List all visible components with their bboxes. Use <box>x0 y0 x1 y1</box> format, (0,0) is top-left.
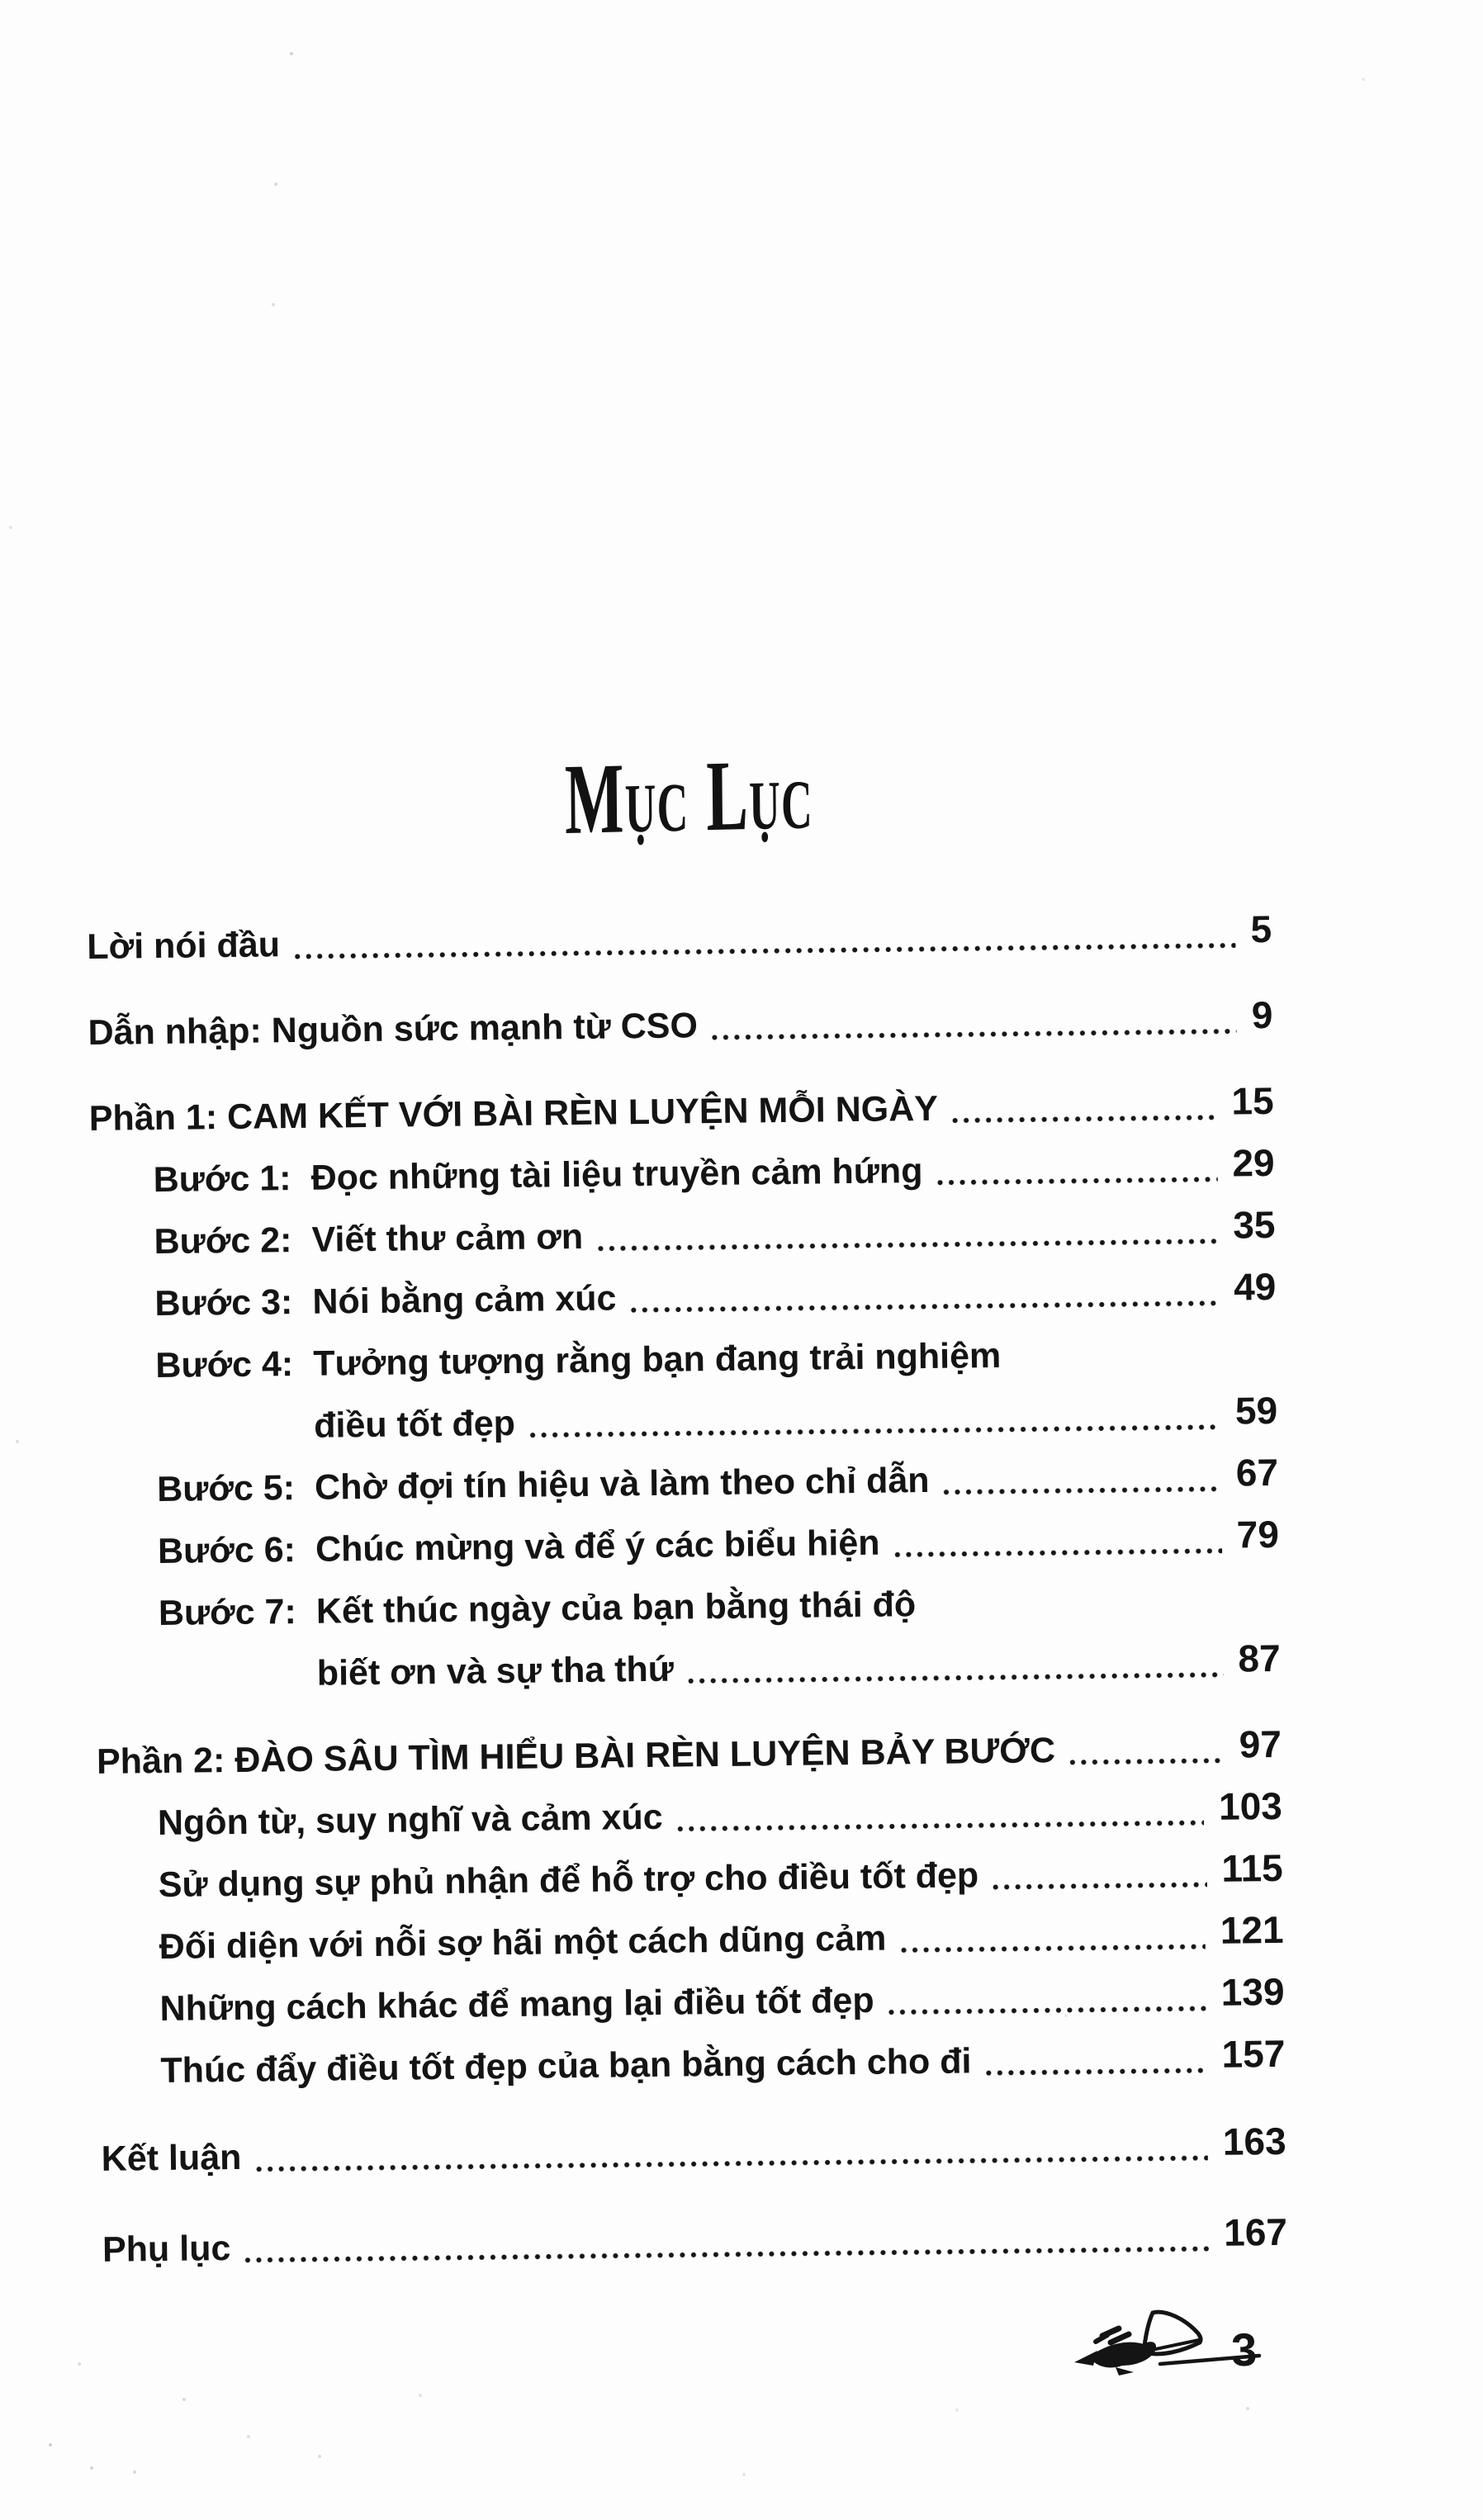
toc-entry-title: Lời nói đầu <box>87 925 281 967</box>
table-of-contents <box>87 909 1287 2274</box>
corner-ornament <box>1068 2308 1274 2399</box>
toc-page-number: 9 <box>1251 992 1273 1037</box>
toc-row <box>101 2121 1286 2183</box>
toc-step-label: Bước 3: <box>154 1282 293 1324</box>
toc-row <box>88 1078 1274 1143</box>
toc-row <box>95 1576 1281 1638</box>
title-word: MỤC <box>564 742 689 856</box>
toc-row <box>97 1845 1283 1910</box>
dot-leader <box>628 1267 1219 1322</box>
toc-step-label: Bước 2: <box>154 1220 292 1262</box>
toc-entry-title: Chúc mừng và để ý các biểu hiện <box>315 1523 880 1570</box>
toc-row <box>95 1638 1281 1700</box>
dot-leader <box>709 995 1238 1049</box>
toc-page-number: 103 <box>1218 1783 1283 1828</box>
toc-entry-title: Tưởng tượng rằng bạn đang trải nghiệm <box>313 1335 1002 1384</box>
toc-page-number: 29 <box>1232 1140 1275 1185</box>
toc-entry-title: biết ơn và sự tha thứ <box>316 1649 675 1693</box>
toc-entry-title: Chờ đợi tín hiệu và làm theo chỉ dẫn <box>314 1460 930 1508</box>
folio-page-number: 3 <box>1230 2323 1258 2376</box>
dot-leader <box>527 1391 1221 1447</box>
toc-page-number: 87 <box>1238 1636 1281 1680</box>
toc-page-number: 15 <box>1231 1078 1274 1123</box>
toc-entry-title: Kết thúc ngày của bạn bằng thái độ <box>315 1584 917 1632</box>
dot-leader <box>242 2213 1210 2272</box>
toc-page-number: 97 <box>1239 1722 1282 1766</box>
dot-leader <box>983 2034 1207 2085</box>
toc-entry-title: Phụ lục <box>102 2229 231 2270</box>
toc-page-number: 5 <box>1250 907 1272 951</box>
dot-leader <box>891 1515 1222 1567</box>
toc-row <box>97 1724 1282 1786</box>
toc-page-number: 35 <box>1232 1202 1276 1247</box>
toc-row <box>93 1452 1279 1514</box>
toc-page-number: 139 <box>1220 1969 1285 2014</box>
title-word: LỤC <box>705 740 814 853</box>
dot-leader <box>950 1082 1217 1133</box>
toc-entry-title: Kết luận <box>101 2137 242 2179</box>
toc-entry-title: Viết thư cảm ơn <box>311 1216 584 1260</box>
toc-entry-title: Những cách khác để mang lại điều tốt đẹp <box>159 1980 874 2030</box>
toc-page-number: 67 <box>1235 1450 1279 1494</box>
dot-leader <box>291 909 1236 969</box>
toc-step-label: Bước 5: <box>156 1468 296 1510</box>
toc-row <box>90 1202 1276 1267</box>
toc-page-number: 49 <box>1233 1264 1277 1309</box>
scan-speckles <box>0 0 2 2</box>
toc-row <box>100 2031 1286 2096</box>
toc-step-label: Bước 7: <box>158 1592 297 1634</box>
toc-step-label: Bước 4: <box>155 1344 294 1386</box>
toc-entry-title: Ngôn từ, suy nghĩ và cảm xúc <box>157 1797 663 1844</box>
toc-row <box>99 1969 1285 2034</box>
toc-entry-title: Thúc đẩy điều tốt đẹp của bạn bằng cách cho đi <box>160 2041 972 2091</box>
toc-entry-title: Đối diện với nỗi sợ hãi một cách dũng cảm <box>159 1918 887 1968</box>
toc-entry-title: Sử dụng sự phủ nhận để hỗ trợ cho điều tốt đẹp <box>158 1855 979 1906</box>
toc-row <box>94 1514 1280 1576</box>
toc-step-label: Bước 6: <box>157 1530 296 1572</box>
dot-leader <box>934 1144 1218 1195</box>
toc-row <box>98 1907 1284 1972</box>
dot-leader <box>898 1911 1206 1962</box>
toc-page-number: 163 <box>1222 2119 1286 2163</box>
toc-row <box>97 1783 1283 1848</box>
dot-leader <box>990 1849 1207 1899</box>
toc-entry-title: Phần 2: ĐÀO SÂU TÌM HIỂU BÀI RÈN LUYỆN BẢY BƯỚC <box>96 1731 1056 1782</box>
dot-leader <box>595 1206 1219 1261</box>
dot-leader <box>674 1787 1204 1841</box>
toc-page-number: 115 <box>1221 1845 1283 1890</box>
toc-row <box>91 1264 1277 1329</box>
toc-row <box>92 1329 1277 1390</box>
toc-page-number: 59 <box>1234 1388 1278 1433</box>
dot-leader <box>253 2122 1208 2181</box>
toc-entry-title: Nói bằng cảm xúc <box>312 1278 617 1322</box>
dot-leader <box>940 1453 1221 1504</box>
toc-row <box>92 1390 1278 1452</box>
dot-leader <box>1067 1725 1225 1774</box>
toc-page-number: 167 <box>1223 2210 1288 2254</box>
toc-row <box>88 992 1273 1057</box>
toc-entry-title: điều tốt đẹp <box>313 1403 516 1446</box>
toc-entry-title: Dẫn nhập: Nguồn sức mạnh từ CSO <box>88 1006 699 1053</box>
toc-entry-title: Phần 1: CAM KẾT VỚI BÀI RÈN LUYỆN MỖI NGÀY <box>88 1088 939 1139</box>
toc-entry-title: Đọc những tài liệu truyền cảm hứng <box>310 1151 923 1198</box>
page-title <box>564 739 813 855</box>
dot-leader <box>885 1973 1206 2025</box>
toc-page-number: 79 <box>1236 1512 1280 1556</box>
toc-page-number: 157 <box>1221 2031 1286 2076</box>
toc-step-label: Bước 1: <box>153 1158 291 1201</box>
dot-leader <box>685 1639 1224 1693</box>
toc-row <box>102 2212 1288 2274</box>
toc-page-number: 121 <box>1220 1907 1284 1952</box>
toc-row <box>89 1140 1275 1205</box>
toc-row <box>87 909 1272 971</box>
